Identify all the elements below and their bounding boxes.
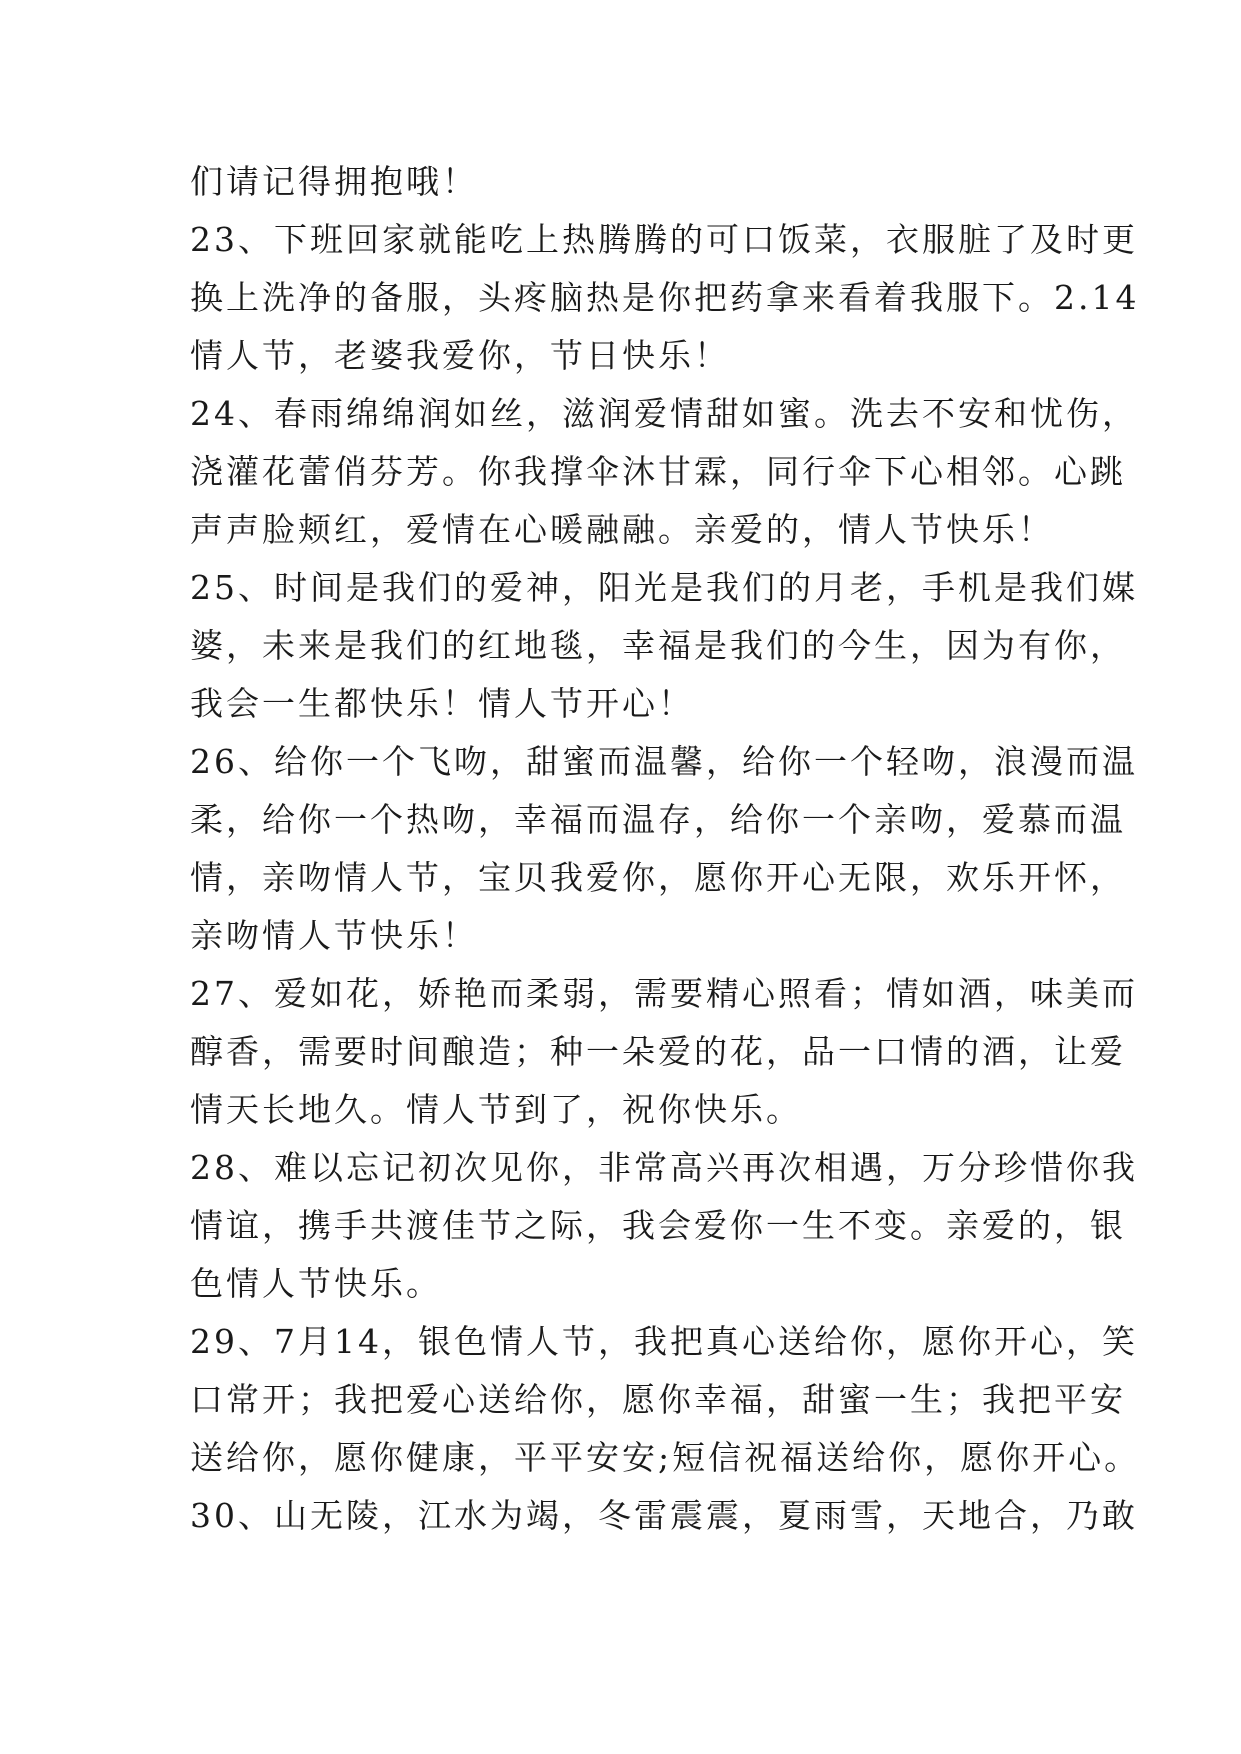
text-line: 们请记得拥抱哦！ — [190, 162, 478, 201]
text-line: 2 4 、 春 雨 绵 绵 润 如 丝 ， 滋 润 爱 情 甜 如 蜜 。 洗 去 不 安 和 忧 伤 ， — [190, 394, 1138, 433]
text-line: 口 常 开 ； 我 把 爱 心 送 给 你 ， 愿 你 幸 福 ， 甜 蜜 一 生 ； 我 把 平 安 — [190, 1380, 1126, 1419]
document-body — [190, 153, 1141, 1545]
text-line: 情人节，老婆我爱你，节日快乐！ — [190, 336, 730, 375]
text-line: 亲吻情人节快乐！ — [190, 916, 478, 955]
text-line: 送 给 你 ， 愿 你 健 康 ， 平 平 安 安 ; 短 信 祝 福 送 给 你 ， 愿 你 开 心 。 — [190, 1438, 1141, 1477]
text-line: 3 0 、 山 无 陵 ， 江 水 为 竭 ， 冬 雷 震 震 ， 夏 雨 雪 ， 天 地 合 ， 乃 敢 — [190, 1496, 1138, 1535]
text-line: 换 上 洗 净 的 备 服 ， 头 疼 脑 热 是 你 把 药 拿 来 看 着 我 服 下 。 2 . 1 4 — [190, 278, 1140, 317]
text-line: 情天长地久。情人节到了，祝你快乐。 — [190, 1090, 802, 1129]
text-line: 情 ， 亲 吻 情 人 节 ， 宝 贝 我 爱 你 ， 愿 你 开 心 无 限 ， 欢 乐 开 怀 ， — [190, 858, 1126, 897]
text-line: 婆 ， 未 来 是 我 们 的 红 地 毯 ， 幸 福 是 我 们 的 今 生 ， 因 为 有 你 ， — [190, 626, 1126, 665]
text-line: 柔 ， 给 你 一 个 热 吻 ， 幸 福 而 温 存 ， 给 你 一 个 亲 吻 ， 爱 慕 而 温 — [190, 800, 1126, 839]
text-line: 声声脸颊红，爱情在心暖融融。亲爱的，情人节快乐！ — [190, 510, 1054, 549]
text-line: 2 9 、 7 月 1 4 ， 银 色 情 人 节 ， 我 把 真 心 送 给 你 ， 愿 你 开 心 ， 笑 — [190, 1322, 1138, 1361]
text-line: 醇 香 ， 需 要 时 间 酿 造 ； 种 一 朵 爱 的 花 ， 品 一 口 情 的 酒 ， 让 爱 — [190, 1032, 1126, 1071]
text-line: 2 7 、 爱 如 花 ， 娇 艳 而 柔 弱 ， 需 要 精 心 照 看 ； 情 如 酒 ， 味 美 而 — [190, 974, 1138, 1013]
text-line: 2 3 、 下 班 回 家 就 能 吃 上 热 腾 腾 的 可 口 饭 菜 ， 衣 服 脏 了 及 时 更 — [190, 220, 1138, 259]
text-line: 情 谊 ， 携 手 共 渡 佳 节 之 际 ， 我 会 爱 你 一 生 不 变 。 亲 爱 的 ， 银 — [190, 1206, 1126, 1245]
text-line: 我会一生都快乐！情人节开心！ — [190, 684, 694, 723]
text-line: 浇 灌 花 蕾 俏 芬 芳 。 你 我 撑 伞 沐 甘 霖 ， 同 行 伞 下 心 相 邻 。 心 跳 — [190, 452, 1126, 491]
text-line: 色情人节快乐。 — [190, 1264, 442, 1303]
text-line: 2 8 、 难 以 忘 记 初 次 见 你 ， 非 常 高 兴 再 次 相 遇 ， 万 分 珍 惜 你 我 — [190, 1148, 1138, 1187]
text-line: 2 6 、 给 你 一 个 飞 吻 ， 甜 蜜 而 温 馨 ， 给 你 一 个 轻 吻 ， 浪 漫 而 温 — [190, 742, 1138, 781]
text-line: 2 5 、 时 间 是 我 们 的 爱 神 ， 阳 光 是 我 们 的 月 老 ， 手 机 是 我 们 媒 — [190, 568, 1138, 607]
